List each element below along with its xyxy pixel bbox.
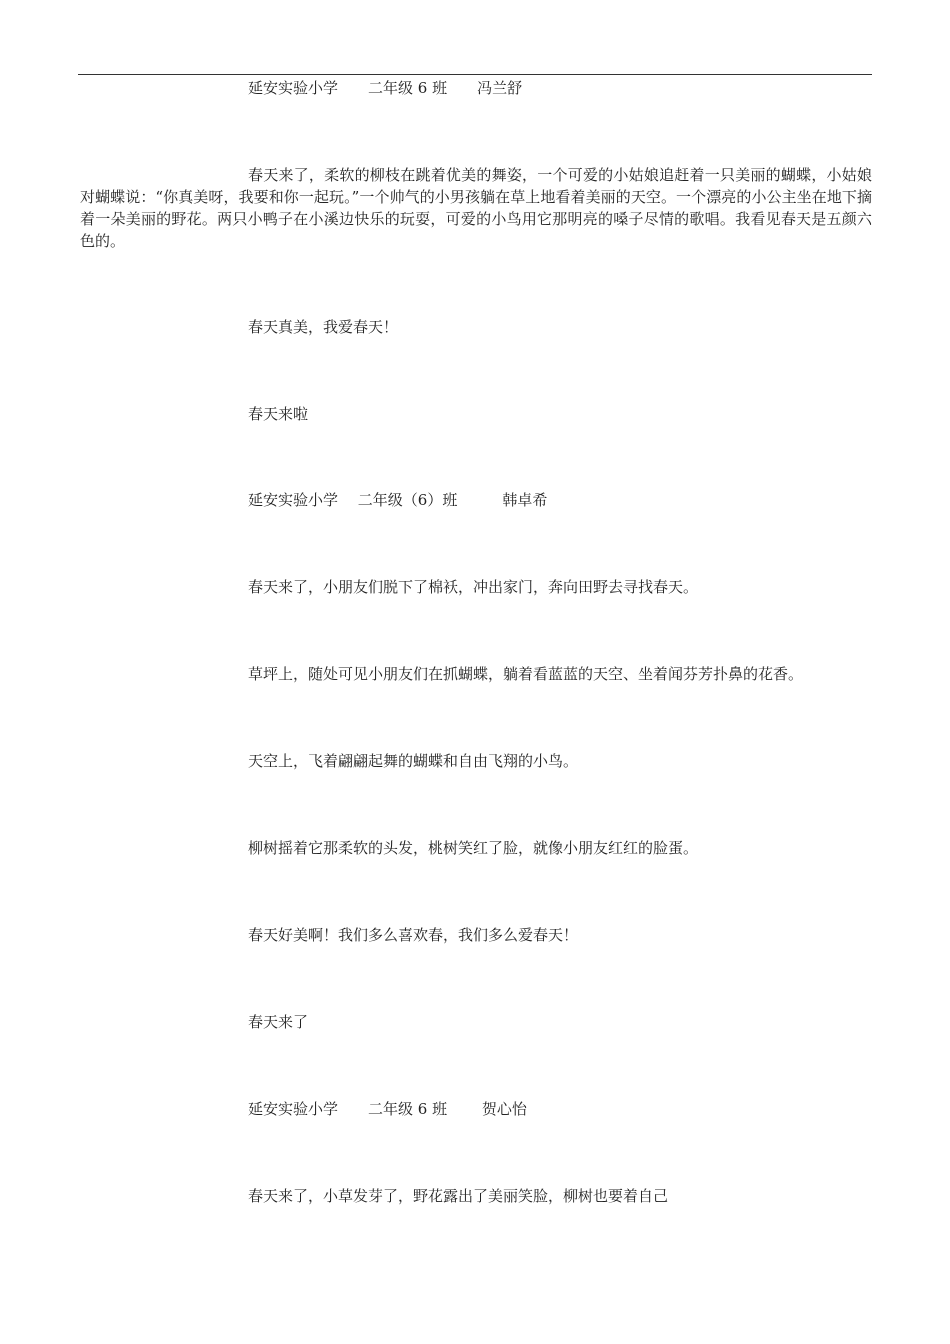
essay-2-paragraph-4: 柳树摇着它那柔软的头发，桃树笑红了脸，就像小朋友红红的脸蛋。 (248, 839, 699, 857)
essay-1-closing: 春天真美，我爱春天！ (248, 318, 399, 336)
author-line-2: 延安实验小学 二年级（6）班 韩卓希 (248, 491, 548, 509)
essay-1-paragraph: 春天来了，柔软的柳枝在跳着优美的舞姿，一个可爱的小姑娘追赶着一只美丽的蝴蝶，小姑娘对蝴蝶说：“你真美呀，我要和你一起玩。”一个帅气的小男孩躺在草上地看着美丽的天空。一个漂亮的小公主坐在地下摘着一朵美丽的野花。两只小鸭子在小溪边快乐的玩耍，可爱的小鸟用它那明亮的嗓子尽情的歌唱。我看见春天是五颜六色的。 (80, 166, 872, 250)
author-line-1: 延安实验小学 二年级 6 班 冯兰舒 (248, 79, 523, 97)
essay-2-paragraph-2: 草坪上，随处可见小朋友们在抓蝴蝶，躺着看蓝蓝的天空、坐着闻芬芳扑鼻的花香。 (248, 665, 804, 683)
essay-3-title: 春天来了 (248, 1013, 309, 1031)
essay-2-paragraph-3: 天空上，飞着翩翩起舞的蝴蝶和自由飞翔的小鸟。 (248, 752, 579, 770)
essay-2-paragraph-5: 春天好美啊！我们多么喜欢春，我们多么爱春天！ (248, 926, 579, 944)
essay-2-paragraph-1: 春天来了，小朋友们脱下了棉袄，冲出家门，奔向田野去寻找春天。 (248, 578, 699, 596)
author-line-3: 延安实验小学 二年级 6 班 贺心怡 (248, 1100, 527, 1118)
header-rule (78, 74, 872, 75)
essay-2-title: 春天来啦 (248, 405, 309, 423)
essay-3-paragraph-1: 春天来了，小草发芽了，野花露出了美丽笑脸，柳树也要着自己 (248, 1187, 669, 1205)
